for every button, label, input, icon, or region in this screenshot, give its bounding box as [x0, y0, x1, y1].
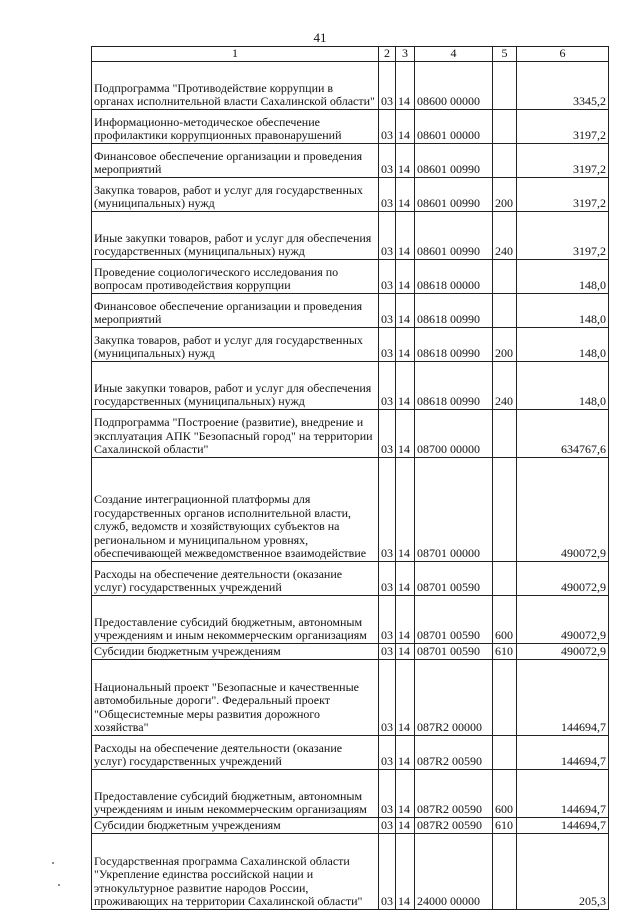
row-expense-type-cell: [493, 562, 517, 596]
row-name-cell: Расходы на обеспечение деятельности (оказание услуг) государственных учреждений: [92, 736, 379, 770]
row-expense-type-cell: [493, 260, 517, 294]
row-expense-type-cell: [493, 660, 517, 736]
row-amount-cell: 3197,2: [517, 144, 609, 178]
row-name-cell: Информационно-методическое обеспечение профилактики коррупционных правонарушений: [92, 110, 379, 144]
row-subsection-cell: 14: [396, 178, 415, 212]
row-subsection-cell: 14: [396, 834, 415, 910]
row-amount-cell: 3197,2: [517, 212, 609, 260]
row-subsection-cell: 14: [396, 596, 415, 644]
row-target-code-cell: 087R2 00590: [415, 770, 493, 818]
row-amount-cell: 144694,7: [517, 770, 609, 818]
header-col-3: 3: [396, 47, 415, 62]
table-row: [92, 660, 609, 736]
row-amount-cell: 490072,9: [517, 596, 609, 644]
table-row: [92, 562, 609, 596]
row-section-cell: 03: [379, 818, 396, 834]
row-subsection-cell: 14: [396, 660, 415, 736]
row-subsection-cell: 14: [396, 458, 415, 562]
row-expense-type-cell: 610: [493, 644, 517, 660]
row-amount-cell: 144694,7: [517, 736, 609, 770]
row-name-cell: Закупка товаров, работ и услуг для государственных (муниципальных) нужд: [92, 328, 379, 362]
row-amount-cell: 490072,9: [517, 644, 609, 660]
header-col-5: 5: [493, 47, 517, 62]
row-section-cell: 03: [379, 644, 396, 660]
table-row: [92, 458, 609, 562]
row-amount-cell: 634767,6: [517, 410, 609, 458]
row-name-cell: Создание интеграционной платформы для государственных органов исполнительной власти, служб, ведомств и хозяйствующих субъектов на региональном и муниципальном уровнях, обеспечивающей межведомственное взаимодействие: [92, 458, 379, 562]
row-section-cell: 03: [379, 212, 396, 260]
row-target-code-cell: 087R2 00000: [415, 660, 493, 736]
row-name-cell: Иные закупки товаров, работ и услуг для обеспечения государственных (муниципальных) нужд: [92, 212, 379, 260]
row-expense-type-cell: 200: [493, 178, 517, 212]
table-body: [92, 62, 609, 910]
row-name-cell: Расходы на обеспечение деятельности (оказание услуг) государственных учреждений: [92, 562, 379, 596]
row-subsection-cell: 14: [396, 644, 415, 660]
row-subsection-cell: 14: [396, 110, 415, 144]
table-row: [92, 818, 609, 834]
table-header: [92, 47, 609, 62]
row-amount-cell: 144694,7: [517, 660, 609, 736]
row-expense-type-cell: 240: [493, 212, 517, 260]
table-row: [92, 178, 609, 212]
row-expense-type-cell: [493, 110, 517, 144]
table-row: [92, 736, 609, 770]
budget-table: [91, 46, 609, 910]
row-section-cell: 03: [379, 260, 396, 294]
row-name-cell: Национальный проект "Безопасные и качественные автомобильные дороги". Федеральный проект "Общесистемные меры развития дорожного хозяйства": [92, 660, 379, 736]
row-target-code-cell: 08701 00000: [415, 458, 493, 562]
row-amount-cell: 144694,7: [517, 818, 609, 834]
row-expense-type-cell: 610: [493, 818, 517, 834]
row-target-code-cell: 08618 00990: [415, 362, 493, 410]
row-amount-cell: 3197,2: [517, 110, 609, 144]
row-subsection-cell: 14: [396, 562, 415, 596]
row-name-cell: Закупка товаров, работ и услуг для государственных (муниципальных) нужд: [92, 178, 379, 212]
row-target-code-cell: 08701 00590: [415, 596, 493, 644]
row-expense-type-cell: 200: [493, 328, 517, 362]
row-expense-type-cell: [493, 458, 517, 562]
row-expense-type-cell: 240: [493, 362, 517, 410]
row-amount-cell: 3197,2: [517, 178, 609, 212]
row-expense-type-cell: [493, 294, 517, 328]
row-expense-type-cell: 600: [493, 770, 517, 818]
scan-speck: [58, 884, 60, 886]
row-amount-cell: 3345,2: [517, 62, 609, 110]
row-amount-cell: 490072,9: [517, 562, 609, 596]
row-target-code-cell: 08601 00990: [415, 178, 493, 212]
row-section-cell: 03: [379, 144, 396, 178]
row-section-cell: 03: [379, 562, 396, 596]
row-subsection-cell: 14: [396, 362, 415, 410]
row-target-code-cell: 08601 00990: [415, 144, 493, 178]
row-subsection-cell: 14: [396, 260, 415, 294]
table-row: [92, 110, 609, 144]
row-subsection-cell: 14: [396, 770, 415, 818]
row-section-cell: 03: [379, 660, 396, 736]
row-expense-type-cell: 600: [493, 596, 517, 644]
row-expense-type-cell: [493, 834, 517, 910]
row-subsection-cell: 14: [396, 294, 415, 328]
page-number: 41: [313, 30, 327, 45]
row-amount-cell: 148,0: [517, 362, 609, 410]
row-target-code-cell: 08618 00990: [415, 294, 493, 328]
row-section-cell: 03: [379, 410, 396, 458]
row-subsection-cell: 14: [396, 818, 415, 834]
row-target-code-cell: 08701 00590: [415, 562, 493, 596]
row-section-cell: 03: [379, 62, 396, 110]
row-expense-type-cell: [493, 62, 517, 110]
row-section-cell: 03: [379, 770, 396, 818]
row-name-cell: Субсидии бюджетным учреждениям: [92, 644, 379, 660]
row-subsection-cell: 14: [396, 328, 415, 362]
row-name-cell: Подпрограмма "Построение (развитие), внедрение и эксплуатация АПК "Безопасный город" на территории Сахалинской области": [92, 410, 379, 458]
table-row: [92, 294, 609, 328]
row-target-code-cell: 087R2 00590: [415, 736, 493, 770]
row-target-code-cell: 087R2 00590: [415, 818, 493, 834]
row-name-cell: Финансовое обеспечение организации и проведения мероприятий: [92, 144, 379, 178]
row-amount-cell: 205,3: [517, 834, 609, 910]
row-section-cell: 03: [379, 736, 396, 770]
row-section-cell: 03: [379, 294, 396, 328]
row-name-cell: Подпрограмма "Противодействие коррупции в органах исполнительной власти Сахалинской области": [92, 62, 379, 110]
row-amount-cell: 148,0: [517, 328, 609, 362]
row-section-cell: 03: [379, 110, 396, 144]
row-section-cell: 03: [379, 178, 396, 212]
row-target-code-cell: 08700 00000: [415, 410, 493, 458]
row-name-cell: Предоставление субсидий бюджетным, автономным учреждениям и иным некоммерческим организациям: [92, 770, 379, 818]
table-row: [92, 596, 609, 644]
table-row: [92, 62, 609, 110]
row-section-cell: 03: [379, 458, 396, 562]
row-target-code-cell: 08600 00000: [415, 62, 493, 110]
row-target-code-cell: 08618 00990: [415, 328, 493, 362]
table-row: [92, 144, 609, 178]
table-row: [92, 770, 609, 818]
row-subsection-cell: 14: [396, 736, 415, 770]
row-name-cell: Иные закупки товаров, работ и услуг для обеспечения государственных (муниципальных) нужд: [92, 362, 379, 410]
row-name-cell: Государственная программа Сахалинской области "Укрепление единства российской нации и этнокультурное развитие народов России, проживающих на территории Сахалинской области": [92, 834, 379, 910]
row-name-cell: Предоставление субсидий бюджетным, автономным учреждениям и иным некоммерческим организациям: [92, 596, 379, 644]
row-target-code-cell: 08601 00000: [415, 110, 493, 144]
table-row: [92, 410, 609, 458]
row-section-cell: 03: [379, 328, 396, 362]
table-row: [92, 328, 609, 362]
row-name-cell: Финансовое обеспечение организации и проведения мероприятий: [92, 294, 379, 328]
row-amount-cell: 148,0: [517, 260, 609, 294]
row-target-code-cell: 08601 00990: [415, 212, 493, 260]
row-name-cell: Проведение социологического исследования по вопросам противодействия коррупции: [92, 260, 379, 294]
row-target-code-cell: 24000 00000: [415, 834, 493, 910]
header-col-2: 2: [379, 47, 396, 62]
row-amount-cell: 148,0: [517, 294, 609, 328]
row-amount-cell: 490072,9: [517, 458, 609, 562]
row-expense-type-cell: [493, 144, 517, 178]
table-row: [92, 644, 609, 660]
row-expense-type-cell: [493, 736, 517, 770]
table-row: [92, 212, 609, 260]
header-col-6: 6: [517, 47, 609, 62]
table-row: [92, 260, 609, 294]
row-subsection-cell: 14: [396, 144, 415, 178]
row-section-cell: 03: [379, 834, 396, 910]
row-target-code-cell: 08701 00590: [415, 644, 493, 660]
header-col-4: 4: [415, 47, 493, 62]
table-row: [92, 362, 609, 410]
row-target-code-cell: 08618 00000: [415, 260, 493, 294]
scan-speck: [52, 862, 54, 864]
row-subsection-cell: 14: [396, 410, 415, 458]
row-subsection-cell: 14: [396, 62, 415, 110]
row-section-cell: 03: [379, 596, 396, 644]
row-section-cell: 03: [379, 362, 396, 410]
row-name-cell: Субсидии бюджетным учреждениям: [92, 818, 379, 834]
row-subsection-cell: 14: [396, 212, 415, 260]
row-expense-type-cell: [493, 410, 517, 458]
header-col-1: 1: [92, 47, 379, 62]
table-row: [92, 834, 609, 910]
